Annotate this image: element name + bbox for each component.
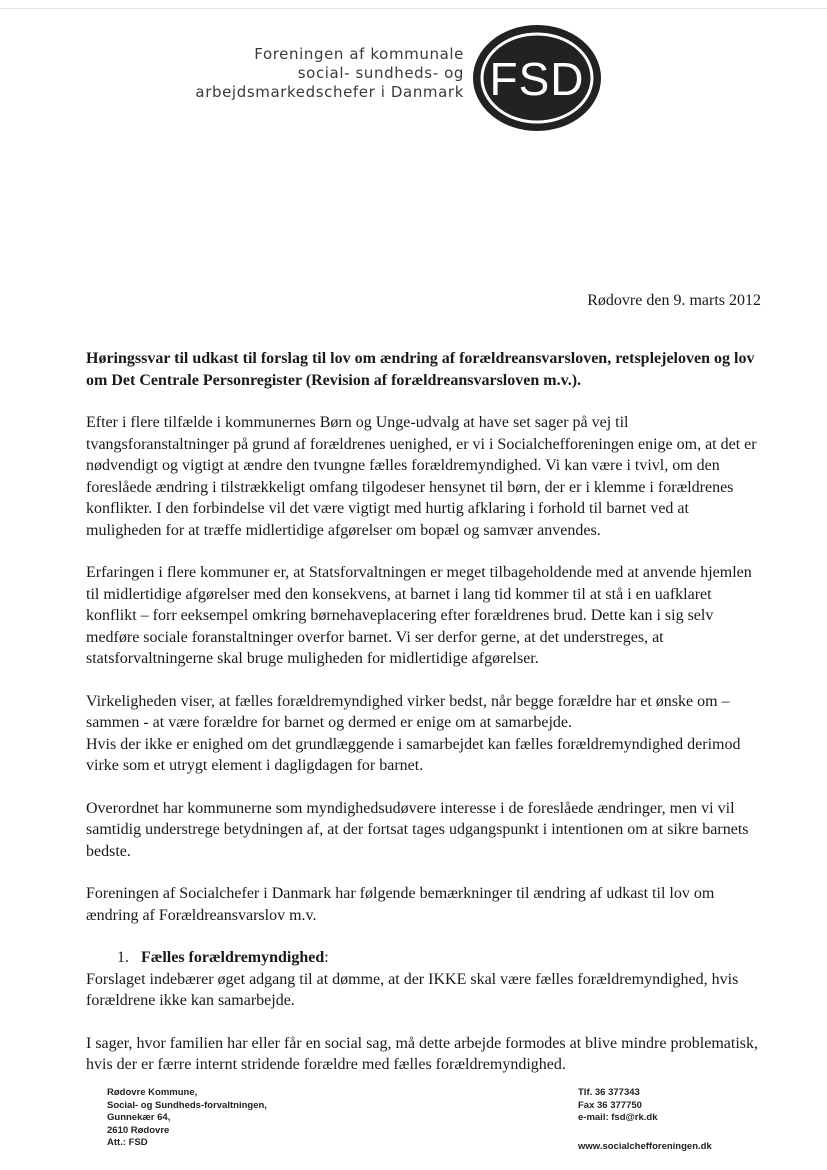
top-rule (0, 8, 827, 9)
org-line-1: Foreningen af kommunale (254, 45, 464, 63)
list-label: Fælles forældremyndighed (141, 949, 325, 966)
footer-address-line: Social- og Sundheds-forvaltningen, (107, 1099, 267, 1111)
list-number: 1. (117, 949, 129, 966)
org-line-2: social- sundheds- og (297, 64, 464, 82)
letter-heading: Høringssvar til udkast til forslag til lov om ændring af forældreansvarsloven, retsplejeloven og lov om Det Centrale Personregister (Revision af forældreansvarsloven m.v.). (86, 350, 755, 389)
paragraph-4: Hvis der ikke er enighed om det grundlæggende i samarbejdet kan fælles forældremyndighed derimod virke som et utrygt element i dagligdagen for barnet. (86, 735, 741, 774)
footer-address-line: Gunnekær 64, (107, 1112, 171, 1123)
fsd-logo (470, 22, 605, 134)
paragraph-7: Forslaget indebærer øget adgang til at dømme, at der IKKE skal være fælles forældremyndighed, hvis forældrene ikke kan samarbejde. (86, 970, 739, 1009)
paragraph-2: Erfaringen i flere kommuner er, at Statsforvaltningen er meget tilbageholdende med at anvende hjemlen til midlertidige afgørelser med den konsekvens, at barnet i lang tid kommer til at stå i en uafklaret konflikt – forr eeksempel omkring børnehaveplacering efter forældrenes brud. Dette kan i sig selv medføre sociale foranstaltninger overfor barnet. Vi ser derfor gerne, at det understreges, at statsforvaltningerne skal bruge muligheden for midlertidige afgørelser. (86, 564, 752, 667)
org-line-3: arbejdsmarkedschefer i Danmark (195, 83, 464, 101)
footer-email: e-mail: fsd@rk.dk (578, 1112, 658, 1123)
paragraph-5: Overordnet har kommunerne som myndighedsudøvere interesse i de foreslåede ændringer, men vi vil samtidig understrege betydningen af, at der fortsat tages udgangspunkt i intentionen om at sikre barnets bedste. (86, 799, 749, 860)
paragraph-6: Foreningen af Socialchefer i Danmark har følgende bemærkninger til ændring af udkast til lov om ændring af Forældreansvarslov m.v. (86, 885, 715, 924)
footer-address-line: Att.: FSD (107, 1137, 148, 1148)
paragraph-1: Efter i flere tilfælde i kommunernes Børn og Unge-udvalg at have set sager på vej til tvangsforanstaltninger på grund af forældrenes uenighed, er vi i Socialchefforeningen enige om, at det er nødvendigt og vigtigt at ændre den tvungne fælles forældremyndighed. Vi kan være i tvivl, om den foreslåede ændring i tilstrækkeligt omfang tilgodeser hensynet til børn, der er i klemme i forældrenes konflikter. I den forbindelse vil det være vigtigt med hurtig afklaring i forhold til barnet ved at muligheden for at træffe midlertidige afgørelser om bopæl og samvær anvendes. (86, 414, 757, 539)
organization-name (104, 45, 464, 102)
footer-website: www.socialchefforeningen.dk (578, 1141, 712, 1152)
list-colon: : (324, 949, 329, 966)
footer-address-line: 2610 Rødovre (107, 1124, 170, 1136)
footer-phone: Tlf. 36 377343 (578, 1087, 640, 1098)
footer-address-line: Rødovre Kommune, (107, 1087, 198, 1098)
footer-contact (578, 1087, 657, 1125)
footer-fax: Fax 36 377750 (578, 1099, 642, 1111)
paragraph-8: I sager, hvor familien har eller får en social sag, må dette arbejde formodes at blive mindre problematisk, hvis der er færre internt stridende forældre med fælles forældremyndighed. (86, 1034, 758, 1073)
logo-text: FSD (489, 53, 585, 105)
letter-body (86, 348, 762, 1097)
letter-date: Rødovre den 9. marts 2012 (587, 292, 761, 309)
paragraph-3: Virkeligheden viser, at fælles forældremyndighed virker bedst, når begge forældre har et ønske om – sammen - at være forældre for barnet og dermed er enige om at samarbejde. (86, 692, 730, 731)
footer-address (107, 1087, 267, 1150)
list-item-1 (117, 947, 762, 969)
